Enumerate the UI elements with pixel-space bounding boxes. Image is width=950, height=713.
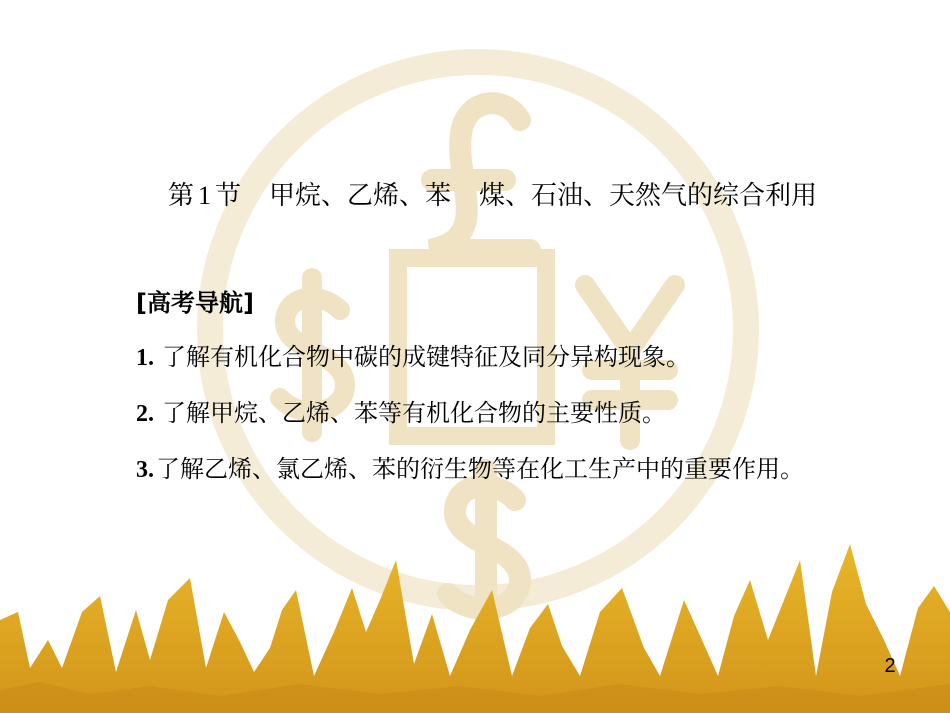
title-section: 节: [215, 181, 242, 211]
list-item-punct: .: [148, 457, 154, 483]
list-item: [136, 393, 666, 434]
slide-title: [168, 174, 928, 218]
page-number: 2: [884, 655, 896, 677]
list-item-number: 2: [136, 401, 148, 427]
title-prefix: 第: [168, 181, 195, 211]
list-item: [136, 337, 690, 378]
list-item-text: 了解乙烯、氯乙烯、苯的衍生物等在化工生产中的重要作用。: [156, 455, 804, 483]
section-heading: [高考导航]: [136, 289, 254, 317]
list-item-number: 3: [136, 457, 148, 483]
list-item-number: 1: [136, 345, 148, 371]
list-item-text: 了解甲烷、乙烯、苯等有机化合物的主要性质。: [162, 399, 666, 427]
list-item-punct: .: [148, 345, 154, 371]
title-number: 1: [198, 181, 212, 210]
title-part-1: 甲烷、乙烯、苯: [269, 181, 452, 211]
list-item-punct: .: [148, 401, 154, 427]
list-item-text: 了解有机化合物中碳的成键特征及同分异构现象。: [162, 343, 690, 371]
title-part-2: 煤、石油、天然气的综合利用: [479, 181, 818, 211]
list-item: [136, 449, 804, 490]
